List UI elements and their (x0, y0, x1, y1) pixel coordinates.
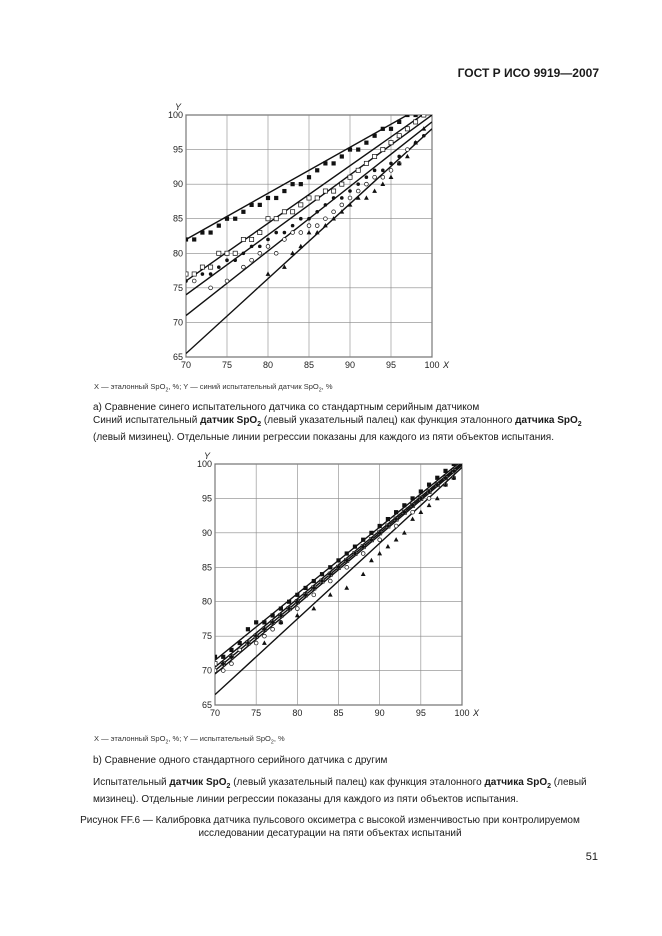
open-square-point (397, 134, 401, 138)
filled-triangle-point (394, 537, 399, 541)
filled-triangle-point (262, 640, 267, 644)
filled-circle-point (324, 203, 328, 207)
page-number: 51 (585, 851, 598, 863)
x-tick-label: 95 (385, 360, 397, 370)
filled-square-point (394, 510, 398, 514)
filled-circle-point (258, 245, 262, 249)
filled-circle-point (411, 504, 415, 508)
filled-square-point (225, 217, 229, 221)
filled-circle-point (320, 579, 324, 583)
filled-triangle-point (405, 154, 410, 158)
y-tick-label: 90 (201, 527, 212, 538)
open-square-point (241, 237, 245, 241)
chart-a-subcaption: а) Сравнение синего испытательного датчика со стандартным серийным датчиком (93, 402, 480, 413)
open-square-point (192, 272, 196, 276)
open-circle-point (238, 648, 242, 652)
filled-square-point (414, 113, 418, 117)
filled-square-point (427, 483, 431, 487)
filled-circle-point (184, 279, 188, 283)
filled-circle-point (460, 462, 464, 466)
filled-circle-point (266, 238, 270, 242)
filled-circle-point (307, 217, 311, 221)
filled-square-point (353, 545, 357, 549)
filled-triangle-point (307, 230, 312, 234)
open-circle-point (192, 279, 196, 283)
y-tick-label: 75 (201, 631, 212, 642)
open-square-point (422, 113, 426, 117)
filled-circle-point (312, 586, 316, 590)
filled-square-point (200, 230, 204, 234)
open-square-point (332, 189, 336, 193)
filled-circle-point (361, 545, 365, 549)
open-circle-point (307, 224, 311, 228)
filled-triangle-point (389, 175, 394, 179)
filled-circle-point (365, 175, 369, 179)
filled-triangle-point (344, 585, 349, 589)
open-square-point (213, 662, 217, 666)
open-square-point (282, 210, 286, 214)
open-square-point (233, 251, 237, 255)
open-circle-point (332, 210, 336, 214)
filled-circle-point (452, 469, 456, 473)
y-tick-label: 95 (172, 144, 183, 155)
open-circle-point (291, 231, 295, 235)
filled-triangle-point (298, 244, 303, 248)
y-tick-label: 65 (201, 700, 212, 710)
filled-square-point (229, 648, 233, 652)
filled-circle-point (283, 231, 287, 235)
y-tick-label: 70 (172, 317, 183, 328)
filled-square-point (405, 113, 409, 117)
filled-circle-point (337, 565, 341, 569)
open-square-point (389, 141, 393, 145)
open-square-point (217, 251, 221, 255)
filled-circle-point (397, 155, 401, 159)
open-circle-point (295, 607, 299, 611)
filled-circle-point (315, 210, 319, 214)
filled-square-point (274, 196, 278, 200)
filled-square-point (266, 196, 270, 200)
filled-triangle-point (295, 613, 300, 617)
open-circle-point (271, 627, 275, 631)
y-tick-label: 90 (172, 179, 183, 190)
open-square-point (364, 161, 368, 165)
filled-circle-point (436, 483, 440, 487)
y-tick-label: 85 (201, 562, 212, 573)
plot-area (184, 101, 432, 353)
filled-square-point (282, 189, 286, 193)
filled-square-point (287, 600, 291, 604)
x-tick-label: 100 (454, 708, 470, 718)
open-circle-point (213, 669, 217, 673)
filled-square-point (299, 182, 303, 186)
filled-triangle-point (386, 544, 391, 548)
filled-square-point (373, 134, 377, 138)
open-circle-point (209, 286, 213, 290)
filled-square-point (389, 127, 393, 131)
filled-square-point (328, 565, 332, 569)
filled-circle-point (427, 490, 431, 494)
filled-square-point (419, 489, 423, 493)
filled-circle-point (287, 607, 291, 611)
filled-square-point (184, 237, 188, 241)
filled-circle-point (263, 627, 267, 631)
open-circle-point (394, 524, 398, 528)
open-circle-point (427, 497, 431, 501)
x-tick-label: 90 (374, 708, 385, 718)
filled-circle-point (419, 497, 423, 501)
filled-square-point (291, 182, 295, 186)
filled-square-point (271, 613, 275, 617)
open-square-point (315, 196, 319, 200)
open-circle-point (373, 175, 377, 179)
standard-header: ГОСТ Р ИСО 9919—2007 (457, 66, 599, 80)
open-circle-point (258, 251, 262, 255)
filled-triangle-point (364, 195, 369, 199)
open-circle-point (389, 168, 393, 172)
filled-circle-point (386, 524, 390, 528)
filled-square-point (364, 141, 368, 145)
filled-circle-point (328, 572, 332, 576)
filled-circle-point (221, 662, 225, 666)
filled-square-point (213, 655, 217, 659)
open-circle-point (254, 641, 258, 645)
open-square-point (373, 154, 377, 158)
open-square-point (266, 217, 270, 221)
open-circle-point (348, 196, 352, 200)
x-axis-label: X (472, 708, 480, 718)
filled-triangle-point (427, 503, 432, 507)
filled-square-point (345, 551, 349, 555)
open-circle-point (345, 565, 349, 569)
filled-circle-point (381, 169, 385, 173)
open-square-point (225, 251, 229, 255)
x-tick-label: 90 (344, 360, 356, 370)
x-tick-label: 70 (209, 708, 221, 718)
x-tick-label: 85 (303, 360, 315, 370)
filled-square-point (323, 161, 327, 165)
filled-triangle-point (361, 572, 366, 576)
filled-square-point (250, 203, 254, 207)
filled-triangle-point (328, 592, 333, 596)
y-tick-label: 95 (201, 493, 212, 504)
filled-circle-point (230, 655, 234, 659)
chart-b-subcaption: b) Сравнение одного стандартного серийного датчика с другим (93, 755, 388, 766)
filled-square-point (221, 655, 225, 659)
open-square-point (299, 203, 303, 207)
y-tick-label: 65 (172, 352, 183, 362)
filled-square-point (238, 641, 242, 645)
open-square-point (250, 237, 254, 241)
open-circle-point (250, 258, 254, 262)
open-circle-point (263, 634, 267, 638)
filled-circle-point (389, 162, 393, 166)
open-circle-point (381, 175, 385, 179)
open-square-point (274, 217, 278, 221)
filled-square-point (348, 147, 352, 151)
filled-circle-point (373, 169, 377, 173)
filled-circle-point (348, 189, 352, 193)
filled-circle-point (209, 272, 213, 276)
filled-square-point (356, 147, 360, 151)
open-square-point (307, 196, 311, 200)
filled-square-point (262, 620, 266, 624)
open-circle-point (361, 552, 365, 556)
filled-circle-point (378, 531, 382, 535)
filled-triangle-point (290, 251, 295, 255)
filled-circle-point (353, 552, 357, 556)
x-tick-label: 80 (292, 708, 303, 718)
open-square-point (381, 147, 385, 151)
open-square-point (291, 210, 295, 214)
filled-triangle-point (402, 530, 407, 534)
open-circle-point (274, 251, 278, 255)
filled-circle-point (233, 258, 237, 262)
y-tick-label: 80 (201, 596, 212, 607)
filled-circle-point (242, 251, 246, 255)
filled-square-point (340, 154, 344, 158)
filled-triangle-point (410, 516, 415, 520)
filled-circle-point (250, 245, 254, 249)
filled-triangle-point (266, 271, 271, 275)
chart-b (0, 450, 662, 750)
filled-square-point (378, 524, 382, 528)
y-tick-label: 80 (172, 248, 183, 259)
filled-triangle-point (372, 188, 377, 192)
open-square-point (200, 265, 204, 269)
x-tick-label: 75 (221, 360, 233, 370)
x-tick-label: 80 (262, 360, 274, 370)
open-circle-point (365, 182, 369, 186)
x-axis-label: X (442, 360, 450, 370)
filled-circle-point (394, 517, 398, 521)
open-square-point (356, 168, 360, 172)
filled-circle-point (271, 621, 275, 625)
open-circle-point (378, 538, 382, 542)
x-tick-label: 85 (333, 708, 344, 718)
filled-triangle-point (369, 558, 374, 562)
y-tick-label: 85 (172, 213, 183, 224)
filled-square-point (320, 572, 324, 576)
filled-square-point (386, 517, 390, 521)
y-tick-label: 70 (201, 665, 212, 676)
y-axis-label: Y (203, 451, 211, 461)
filled-square-point (381, 127, 385, 131)
filled-circle-point (246, 641, 250, 645)
filled-square-point (233, 217, 237, 221)
filled-square-point (209, 230, 213, 234)
filled-circle-point (332, 196, 336, 200)
filled-triangle-point (380, 182, 385, 186)
filled-circle-point (304, 593, 308, 597)
filled-square-point (397, 120, 401, 124)
filled-square-point (369, 531, 373, 535)
open-square-point (348, 175, 352, 179)
filled-circle-point (217, 265, 221, 269)
filled-circle-point (296, 600, 300, 604)
filled-square-point (332, 161, 336, 165)
open-circle-point (328, 579, 332, 583)
open-circle-point (411, 510, 415, 514)
filled-square-point (411, 496, 415, 500)
filled-square-point (361, 538, 365, 542)
open-circle-point (406, 148, 410, 152)
open-square-point (258, 230, 262, 234)
open-circle-point (266, 244, 270, 248)
y-tick-label: 100 (167, 110, 183, 120)
filled-square-point (279, 607, 283, 611)
open-circle-point (299, 231, 303, 235)
open-circle-point (225, 279, 229, 283)
filled-circle-point (340, 196, 344, 200)
filled-square-point (258, 203, 262, 207)
x-tick-label: 100 (424, 360, 440, 370)
filled-square-point (452, 462, 456, 466)
x-tick-label: 75 (251, 708, 262, 718)
filled-circle-point (225, 258, 229, 262)
open-circle-point (312, 593, 316, 597)
filled-square-point (254, 620, 258, 624)
filled-square-point (315, 168, 319, 172)
chart-a-axis-caption: X — эталонный SpO$_2$, %; Y — синий испытательный датчик SpO$_2$, % (94, 382, 333, 394)
x-tick-label: 95 (415, 708, 426, 718)
open-circle-point (315, 224, 319, 228)
open-circle-point (230, 662, 234, 666)
open-circle-point (324, 217, 328, 221)
open-square-point (405, 127, 409, 131)
filled-circle-point (299, 217, 303, 221)
filled-circle-point (444, 476, 448, 480)
filled-circle-point (291, 224, 295, 228)
open-square-point (340, 182, 344, 186)
filled-square-point (246, 627, 250, 631)
filled-square-point (312, 579, 316, 583)
open-square-point (184, 272, 188, 276)
filled-square-point (217, 224, 221, 228)
open-square-point (414, 120, 418, 124)
filled-square-point (336, 558, 340, 562)
x-tick-label: 70 (180, 360, 192, 370)
open-circle-point (221, 669, 225, 673)
filled-circle-point (254, 634, 258, 638)
y-tick-label: 75 (172, 282, 183, 293)
filled-square-point (241, 210, 245, 214)
open-circle-point (283, 238, 287, 242)
chart-b-axis-caption: X — эталонный SpO$_2$, %; Y — испытательный SpO$_2$, % (94, 734, 285, 746)
y-axis-label: Y (174, 102, 182, 112)
filled-circle-point (279, 614, 283, 618)
filled-triangle-point (418, 510, 423, 514)
open-circle-point (340, 203, 344, 207)
filled-square-point (307, 175, 311, 179)
filled-square-point (295, 593, 299, 597)
chart-a-paragraph: Синий испытательный датчик SpO$_2$ (левый указательный палец) как функция эталонного датчика SpO$_2$ (левый мизинец). Отдельные линии регрессии показаны для каждого из пяти объектов испытания. (93, 415, 582, 443)
filled-circle-point (274, 231, 278, 235)
filled-circle-point (370, 538, 374, 542)
open-circle-point (356, 189, 360, 193)
chart-b-paragraph: Испытательный датчик SpO$_2$ (левый указательный палец) как функция эталонного датчика SpO$_2$ (левый мизинец). Отдельные линии регрессии показаны для каждого из пяти объектов испытания. (93, 777, 587, 805)
filled-circle-point (345, 559, 349, 563)
figure-caption: Рисунок FF.6 — Калибровка датчика пульсового оксиметра с высокой изменчивостью при контролируемом исследовании десатурации на пяти объектах испытаний (80, 815, 580, 839)
filled-square-point (435, 476, 439, 480)
filled-circle-point (356, 182, 360, 186)
open-circle-point (242, 265, 246, 269)
filled-circle-point (201, 272, 205, 276)
filled-square-point (303, 586, 307, 590)
filled-triangle-point (377, 551, 382, 555)
open-square-point (323, 189, 327, 193)
filled-square-point (402, 503, 406, 507)
open-square-point (209, 265, 213, 269)
filled-circle-point (403, 510, 407, 514)
y-tick-label: 100 (196, 459, 212, 469)
filled-triangle-point (435, 496, 440, 500)
filled-circle-point (422, 134, 426, 138)
filled-triangle-point (311, 606, 316, 610)
filled-square-point (192, 237, 196, 241)
filled-square-point (443, 469, 447, 473)
